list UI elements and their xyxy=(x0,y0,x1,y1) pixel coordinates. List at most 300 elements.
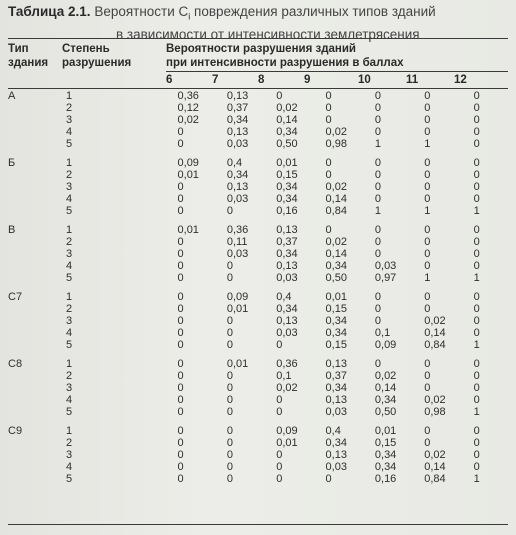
probability-value: 0 xyxy=(325,157,332,169)
building-type-empty xyxy=(8,370,66,382)
table-row xyxy=(8,181,508,193)
probability-value: 0 xyxy=(473,437,480,449)
damage-degree: 5 xyxy=(65,272,73,284)
probability-value: 0,14 xyxy=(424,327,446,339)
table-row xyxy=(8,291,508,303)
table-row xyxy=(8,248,508,260)
table-row xyxy=(8,406,508,418)
probability-value: 1 xyxy=(473,473,480,485)
probability-value: 0 xyxy=(177,315,184,327)
probability-value: 0 xyxy=(473,102,480,114)
probability-value: 0,97 xyxy=(374,272,397,284)
damage-degree: 5 xyxy=(65,473,73,485)
probability-value: 0,03 xyxy=(226,138,249,150)
probability-value: 0 xyxy=(226,339,233,351)
probability-value: 0 xyxy=(226,406,233,418)
probability-value: 0,02 xyxy=(325,181,347,193)
probability-value: 0 xyxy=(177,272,184,284)
probability-value: 0 xyxy=(177,205,184,217)
probability-value: 1 xyxy=(424,138,431,150)
damage-degree: 4 xyxy=(65,126,73,138)
probability-value: 0,37 xyxy=(226,102,249,114)
probability-value: 0 xyxy=(177,461,184,473)
group-spacer xyxy=(8,418,508,425)
intensity-10: 10 xyxy=(358,74,371,86)
probability-value: 0,02 xyxy=(177,114,199,126)
probability-value: 0 xyxy=(325,102,332,114)
probability-value: 0,14 xyxy=(424,461,446,473)
probability-value: 0,98 xyxy=(424,406,446,418)
probability-value: 0,84 xyxy=(424,339,446,351)
probability-value: 0,02 xyxy=(424,394,446,406)
table-row xyxy=(8,193,508,205)
probability-value: 0,02 xyxy=(276,102,298,114)
probability-value: 0 xyxy=(473,90,480,102)
probability-value: 0 xyxy=(276,449,283,461)
probability-value: 0 xyxy=(374,102,382,114)
table-row xyxy=(8,126,508,138)
probability-value: 0,13 xyxy=(276,315,298,327)
probability-value: 1 xyxy=(424,205,431,217)
probability-value: 1 xyxy=(374,138,382,150)
probability-value: 0 xyxy=(374,193,382,205)
probability-value: 0 xyxy=(424,358,431,370)
probability-value: 0,14 xyxy=(374,382,397,394)
probability-value: 1 xyxy=(473,406,480,418)
intensity-8: 8 xyxy=(258,74,265,86)
damage-degree: 1 xyxy=(65,425,73,437)
probability-value: 0 xyxy=(177,236,184,248)
probability-table xyxy=(8,90,508,485)
probability-value: 0,09 xyxy=(374,339,397,351)
probability-value: 0,09 xyxy=(177,157,199,169)
probability-value: 0,11 xyxy=(226,236,248,248)
probability-value: 0 xyxy=(473,126,480,138)
probability-value: 0 xyxy=(473,370,480,382)
probability-value: 0,34 xyxy=(325,382,347,394)
table-row xyxy=(8,224,508,236)
building-type-empty xyxy=(8,437,66,449)
probability-value: 0,15 xyxy=(276,169,298,181)
intensity-7: 7 xyxy=(212,74,219,86)
probability-value: 0,15 xyxy=(325,303,347,315)
probability-value: 0,09 xyxy=(276,425,298,437)
probability-value: 0 xyxy=(226,449,233,461)
probability-value: 0,34 xyxy=(276,303,298,315)
building-type-empty xyxy=(8,449,66,461)
table-row xyxy=(8,425,508,437)
building-type-empty xyxy=(8,473,66,485)
header-degree xyxy=(62,42,131,70)
probability-value: 0 xyxy=(374,126,382,138)
probability-value: 0 xyxy=(374,181,382,193)
probability-value: 0,37 xyxy=(276,236,298,248)
probability-value: 0,13 xyxy=(325,394,347,406)
probability-value: 0 xyxy=(374,315,382,327)
building-type-empty xyxy=(8,327,66,339)
probability-value: 0 xyxy=(177,126,184,138)
probability-value: 0,36 xyxy=(276,358,298,370)
probability-value: 0 xyxy=(424,382,431,394)
table-row xyxy=(8,90,508,102)
probability-value: 0 xyxy=(177,449,184,461)
probability-value: 0,02 xyxy=(424,449,446,461)
damage-degree: 5 xyxy=(65,406,73,418)
intensity-6: 6 xyxy=(166,74,173,86)
intensity-header-rule xyxy=(166,71,508,72)
probability-value: 0,34 xyxy=(226,169,249,181)
probability-value: 0 xyxy=(424,224,431,236)
probability-value: 0 xyxy=(177,138,184,150)
probability-value: 0 xyxy=(177,406,184,418)
building-type: Б xyxy=(8,157,16,169)
probability-value: 0 xyxy=(374,303,382,315)
probability-value: 0,14 xyxy=(276,114,298,126)
probability-value: 0 xyxy=(473,236,480,248)
probability-value: 0 xyxy=(374,157,382,169)
probability-value: 0 xyxy=(226,382,233,394)
probability-value: 0,03 xyxy=(276,327,298,339)
probability-value: 0 xyxy=(177,425,184,437)
probability-value: 0 xyxy=(374,236,382,248)
probability-value: 0 xyxy=(424,291,431,303)
probability-value: 0,12 xyxy=(177,102,199,114)
probability-value: 0,15 xyxy=(325,339,347,351)
probability-value: 0,14 xyxy=(325,193,347,205)
building-type: С7 xyxy=(8,291,23,303)
probability-value: 0,36 xyxy=(177,90,199,102)
probability-value: 0 xyxy=(473,260,480,272)
group-spacer-cell xyxy=(8,351,508,358)
damage-degree: 4 xyxy=(65,327,73,339)
header-type-line-1: Тип xyxy=(8,43,29,55)
probability-value: 0 xyxy=(226,327,233,339)
probability-value: 0 xyxy=(177,339,184,351)
table-row xyxy=(8,169,508,181)
probability-value: 0 xyxy=(276,406,283,418)
damage-degree: 5 xyxy=(65,339,73,351)
probability-value: 0 xyxy=(473,114,480,126)
probability-value: 0 xyxy=(226,425,233,437)
probability-value: 0,13 xyxy=(226,181,249,193)
caption-title-start: Вероятности C xyxy=(94,4,189,19)
probability-value: 0,34 xyxy=(276,248,298,260)
probability-value: 0 xyxy=(424,370,431,382)
building-type: С8 xyxy=(8,358,23,370)
probability-value: 0,50 xyxy=(276,138,298,150)
probability-value: 0,34 xyxy=(325,437,347,449)
probability-value: 0 xyxy=(325,224,332,236)
probability-value: 0,34 xyxy=(226,114,249,126)
probability-value: 0 xyxy=(325,473,332,485)
probability-value: 0 xyxy=(177,327,184,339)
probability-value: 0 xyxy=(424,181,431,193)
group-spacer xyxy=(8,150,508,157)
building-type: В xyxy=(8,224,16,236)
damage-degree: 2 xyxy=(65,303,73,315)
probability-value: 0 xyxy=(226,394,233,406)
damage-degree: 1 xyxy=(65,224,73,236)
damage-degree: 2 xyxy=(65,437,73,449)
probability-value: 0 xyxy=(424,303,431,315)
probability-value: 1 xyxy=(424,272,431,284)
probability-value: 0,1 xyxy=(276,370,292,382)
probability-value: 0 xyxy=(177,291,184,303)
probability-value: 0 xyxy=(424,260,431,272)
probability-value: 0,01 xyxy=(276,157,298,169)
caption-title-end: повреждения различных типов зданий xyxy=(190,4,436,19)
probability-value: 0 xyxy=(374,358,382,370)
probability-value: 0 xyxy=(276,90,283,102)
probability-value: 0 xyxy=(424,114,431,126)
probability-value: 0 xyxy=(177,370,184,382)
probability-value: 0,50 xyxy=(374,406,397,418)
probability-value: 0 xyxy=(473,425,480,437)
table-row xyxy=(8,157,508,169)
probability-value: 0 xyxy=(424,90,431,102)
probability-value: 0 xyxy=(276,473,283,485)
damage-degree: 4 xyxy=(65,193,73,205)
probability-value: 0 xyxy=(473,449,480,461)
probability-value: 0,09 xyxy=(226,291,249,303)
probability-value: 0,01 xyxy=(325,291,347,303)
probability-value: 0 xyxy=(473,138,480,150)
table-row xyxy=(8,260,508,272)
building-type-empty xyxy=(8,114,66,126)
probability-value: 0,84 xyxy=(424,473,446,485)
probability-value: 0 xyxy=(177,248,184,260)
probability-value: 0 xyxy=(473,193,480,205)
probability-value: 0 xyxy=(226,260,233,272)
header-type-line-2: здания xyxy=(8,57,49,69)
probability-value: 0,34 xyxy=(374,394,397,406)
probability-value: 0,03 xyxy=(226,248,249,260)
probability-value: 0,1 xyxy=(374,327,391,339)
building-type: А xyxy=(8,90,16,102)
table-row xyxy=(8,394,508,406)
probability-value: 0 xyxy=(473,315,480,327)
probability-value: 0 xyxy=(473,394,480,406)
group-spacer xyxy=(8,217,508,224)
probability-value: 0 xyxy=(226,473,233,485)
probability-value: 0 xyxy=(473,327,480,339)
building-type-empty xyxy=(8,260,66,272)
probability-value: 0 xyxy=(473,461,480,473)
table-row xyxy=(8,461,508,473)
probability-value: 0,37 xyxy=(325,370,347,382)
building-type-empty xyxy=(8,126,66,138)
header-bottom-rule xyxy=(8,88,508,89)
probability-value: 1 xyxy=(473,272,480,284)
building-type-empty xyxy=(8,339,66,351)
building-type-empty xyxy=(8,272,66,284)
intensity-12: 12 xyxy=(454,74,467,86)
table-row xyxy=(8,205,508,217)
damage-degree: 1 xyxy=(65,358,73,370)
group-spacer xyxy=(8,351,508,358)
probability-value: 0,02 xyxy=(325,126,347,138)
building-type-empty xyxy=(8,248,66,260)
probability-value: 0,03 xyxy=(276,272,298,284)
probability-value: 0,34 xyxy=(276,126,298,138)
damage-degree: 3 xyxy=(65,382,73,394)
probability-value: 0,03 xyxy=(325,461,347,473)
probability-value: 0,16 xyxy=(374,473,397,485)
header-degree-line-1: Степень xyxy=(62,43,110,55)
damage-degree: 5 xyxy=(65,138,73,150)
probability-value: 0,13 xyxy=(226,90,249,102)
probability-value: 0 xyxy=(325,169,332,181)
probability-value: 0 xyxy=(424,437,431,449)
probability-value: 0,34 xyxy=(276,193,298,205)
building-type-empty xyxy=(8,138,66,150)
damage-degree: 4 xyxy=(65,394,73,406)
probability-value: 0 xyxy=(177,303,184,315)
building-type-empty xyxy=(8,169,66,181)
probability-value: 0 xyxy=(177,437,184,449)
header-degree-line-2: разрушения xyxy=(62,57,132,69)
damage-degree: 3 xyxy=(65,181,73,193)
damage-degree: 3 xyxy=(65,449,73,461)
probability-value: 0,02 xyxy=(325,236,347,248)
damage-degree: 2 xyxy=(65,169,73,181)
probability-value: 0 xyxy=(473,382,480,394)
header-probability-line-1: Вероятности разрушения зданий xyxy=(166,43,356,55)
table-number: Таблица 2.1. xyxy=(8,4,91,19)
bottom-rule xyxy=(8,524,508,525)
header-probability xyxy=(166,42,404,70)
probability-value: 0,34 xyxy=(325,327,347,339)
building-type-empty xyxy=(8,406,66,418)
building-type-empty xyxy=(8,181,66,193)
building-type-empty xyxy=(8,461,66,473)
probability-value: 0,02 xyxy=(276,382,298,394)
probability-value: 0,03 xyxy=(226,193,249,205)
caption-subscript: i xyxy=(188,11,191,22)
probability-value: 0,02 xyxy=(374,370,397,382)
building-type-empty xyxy=(8,382,66,394)
probability-value: 0,02 xyxy=(424,315,446,327)
probability-value: 0,13 xyxy=(276,260,298,272)
header-probability-line-2: при интенсивности разрушения в баллах xyxy=(166,57,404,69)
probability-value: 0 xyxy=(177,260,184,272)
probability-value: 0 xyxy=(177,181,184,193)
probability-value: 0,01 xyxy=(226,358,249,370)
table-row xyxy=(8,272,508,284)
probability-value: 0,34 xyxy=(276,181,298,193)
probability-value: 0,13 xyxy=(276,224,298,236)
table-row xyxy=(8,370,508,382)
probability-value: 0 xyxy=(374,90,382,102)
damage-degree: 1 xyxy=(65,157,73,169)
probability-value: 0 xyxy=(276,394,283,406)
probability-value: 0,34 xyxy=(374,461,397,473)
table-row xyxy=(8,315,508,327)
probability-value: 0 xyxy=(424,425,431,437)
table-row xyxy=(8,114,508,126)
group-spacer-cell xyxy=(8,418,508,425)
probability-value: 0,34 xyxy=(374,449,397,461)
probability-value: 0,34 xyxy=(325,315,347,327)
probability-value: 0 xyxy=(374,291,382,303)
probability-value: 0 xyxy=(424,193,431,205)
group-spacer-cell xyxy=(8,284,508,291)
probability-value: 0,01 xyxy=(226,303,249,315)
table-row xyxy=(8,339,508,351)
building-type-empty xyxy=(8,102,66,114)
group-spacer-cell xyxy=(8,217,508,224)
probability-value: 0 xyxy=(226,315,233,327)
caption-line-2: в зависимости от интенсивности землетрясения xyxy=(116,26,420,42)
damage-degree: 1 xyxy=(65,90,73,102)
damage-degree: 4 xyxy=(65,260,73,272)
probability-value: 0,01 xyxy=(177,224,199,236)
probability-value: 0 xyxy=(325,90,332,102)
probability-value: 0,84 xyxy=(325,205,347,217)
building-type: С9 xyxy=(8,425,23,437)
probability-value: 0,50 xyxy=(325,272,347,284)
probability-value: 0,01 xyxy=(276,437,298,449)
probability-value: 0 xyxy=(276,339,283,351)
probability-value: 0,14 xyxy=(325,248,347,260)
probability-value: 0 xyxy=(473,157,480,169)
probability-value: 0,01 xyxy=(177,169,199,181)
building-type-empty xyxy=(8,303,66,315)
group-spacer xyxy=(8,284,508,291)
top-rule xyxy=(8,38,508,39)
table-caption xyxy=(8,3,508,43)
probability-value: 0,36 xyxy=(226,224,249,236)
probability-value: 0,03 xyxy=(374,260,397,272)
probability-value: 0 xyxy=(177,193,184,205)
header-type xyxy=(8,42,48,70)
probability-value: 0 xyxy=(226,437,233,449)
table-row xyxy=(8,358,508,370)
probability-value: 0 xyxy=(177,394,184,406)
table-row xyxy=(8,102,508,114)
table-row xyxy=(8,303,508,315)
probability-value: 0 xyxy=(177,473,184,485)
probability-value: 0 xyxy=(424,169,431,181)
caption-line-1 xyxy=(8,3,508,26)
table-row xyxy=(8,473,508,485)
probability-value: 1 xyxy=(473,205,480,217)
probability-value: 0 xyxy=(473,358,480,370)
probability-value: 0 xyxy=(374,169,382,181)
intensity-11: 11 xyxy=(406,74,419,86)
table-row xyxy=(8,138,508,150)
damage-degree: 4 xyxy=(65,461,73,473)
building-type-empty xyxy=(8,205,66,217)
probability-value: 0,4 xyxy=(325,425,341,437)
table-row xyxy=(8,437,508,449)
probability-value: 0 xyxy=(473,248,480,260)
table-row xyxy=(8,382,508,394)
damage-degree: 2 xyxy=(65,102,73,114)
probability-value: 0 xyxy=(473,181,480,193)
probability-value: 0,01 xyxy=(374,425,397,437)
probability-value: 0 xyxy=(424,248,431,260)
table-row xyxy=(8,327,508,339)
probability-value: 0,34 xyxy=(325,260,347,272)
probability-value: 0 xyxy=(374,248,382,260)
probability-value: 0 xyxy=(226,272,233,284)
damage-degree: 2 xyxy=(65,370,73,382)
building-type-empty xyxy=(8,236,66,248)
building-type-empty xyxy=(8,394,66,406)
damage-degree: 1 xyxy=(65,291,73,303)
damage-degree: 3 xyxy=(65,248,73,260)
